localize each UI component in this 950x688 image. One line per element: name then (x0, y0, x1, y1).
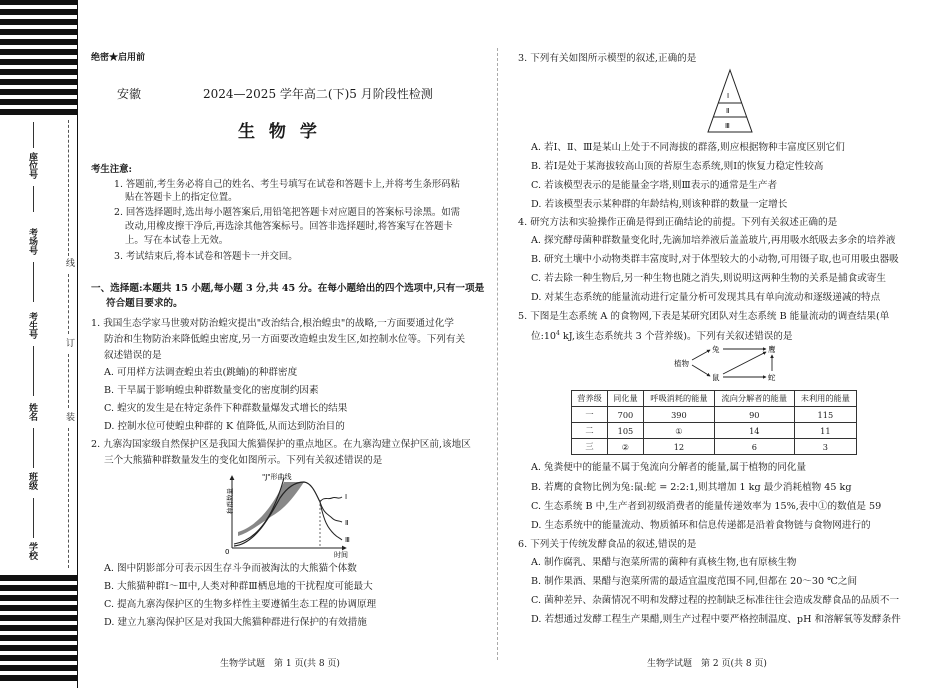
table-header: 同化量 (607, 391, 643, 407)
table-row (572, 423, 857, 439)
table-cell: 6 (714, 439, 794, 455)
notice-line: 1. 答题前,考生务必将自己的姓名、考生号填写在试卷和答题卡上,并将考生条形码粘 (114, 179, 461, 190)
table-header: 未利用的能量 (794, 391, 856, 407)
notice-line: 贴在答题卡上的指定位置。 (125, 192, 238, 203)
q3-option-b: B. 若Ⅰ是处于某海拔较高山顶的苔原生态系统,则Ⅰ的恢复力稳定性较高 (531, 161, 824, 172)
series-1-label: Ⅰ (345, 493, 348, 501)
table-cell: 三 (572, 439, 608, 455)
q2-option-d: D. 建立九寨沟保护区是对我国大熊猫种群进行保护的有效措施 (104, 617, 367, 628)
section-heading: 一、选择题:本题共 15 小题,每小题 3 分,共 45 分。在每小题给出的四个选项中,只有一项是 (91, 283, 485, 294)
write-line (33, 186, 34, 212)
series-3-label: Ⅲ (345, 536, 350, 544)
stripe (0, 69, 78, 75)
table-cell: 700 (607, 407, 643, 423)
pyramid-outline (708, 70, 752, 132)
q4-option-b: B. 研究土壤中小动物类群丰富度时,对于体型较大的小动物,可用镊子取,也可用吸虫器吸 (531, 254, 899, 265)
population-graph (208, 470, 358, 558)
q5-stem (531, 327, 793, 343)
write-line (33, 122, 34, 148)
q6-option-c: C. 菌种差异、杂菌情况不明和发酵过程的控制缺乏标准往往会造成发酵食品的品质不一 (531, 595, 900, 606)
arrow-mouse-hawk (723, 352, 766, 374)
stripe (0, 655, 78, 661)
table-row (572, 407, 857, 423)
node-rabbit: 兔 (712, 345, 720, 354)
write-line (33, 262, 34, 302)
cut-line (68, 120, 69, 256)
exam-title: 2024—2025 学年高二(下)5 月阶段性检测 (203, 87, 433, 101)
cut-line (68, 354, 69, 408)
table-row (572, 439, 857, 455)
table-cell: ① (643, 423, 714, 439)
q2-stem: 三个大熊猫种群数量发生的变化如图所示。下列有关叙述错误的是 (104, 455, 383, 466)
q1-stem: 叙述错误的是 (104, 350, 162, 361)
arrow-plant-rabbit (692, 350, 710, 360)
series-2-label: Ⅱ (345, 519, 349, 527)
q1-option-a: A. 可用样方法调查蝗虫若虫(跳蝻)的种群密度 (104, 367, 298, 378)
x-axis-label: 时间 (334, 551, 348, 558)
cut-line (68, 428, 69, 568)
notice-line: 改动,用橡皮擦干净后,再选涂其他答案标号。回答非选择题时,将答案写在答题卡 (125, 221, 453, 232)
j-curve-label: "J"形曲线 (262, 473, 292, 481)
q1-option-d: D. 控制水位可使蝗虫种群的 K 值降低,从而达到防治目的 (104, 421, 345, 432)
table-header: 流向分解者的能量 (714, 391, 794, 407)
series-1-line (320, 497, 342, 502)
q2-option-b: B. 大熊猫种群Ⅰ～Ⅲ中,人类对种群Ⅲ栖息地的干扰程度可能最大 (104, 581, 373, 592)
table-cell: 390 (643, 407, 714, 423)
q5-option-c: C. 生态系统 B 中,生产者到初级消费者的能量传递效率为 15%,表中①的数值是 59 (531, 501, 882, 512)
y-axis-label: 种群数量 (226, 488, 234, 514)
write-line (33, 428, 34, 468)
section-heading: 符合题目要求的。 (106, 298, 183, 309)
candidate-number-label: 考生号 (27, 312, 37, 339)
pyramid-level-1: Ⅰ (727, 92, 730, 100)
origin-label: 0 (225, 548, 230, 556)
table-cell: 二 (572, 423, 608, 439)
name-label: 姓名 (27, 403, 37, 421)
stripe (0, 595, 78, 601)
stripe (0, 615, 78, 621)
table-header: 呼吸消耗的能量 (643, 391, 714, 407)
table-cell: 14 (714, 423, 794, 439)
stripe (0, 39, 78, 45)
stripe (0, 79, 78, 85)
cut-line (68, 274, 69, 334)
cut-mark-pack: 装 (64, 412, 74, 421)
notice-line: 3. 考试结束后,将本试卷和答题卡一并交回。 (114, 251, 298, 262)
exam-region: 安徽 (117, 87, 142, 101)
q3-option-c: C. 若该模型表示的是能量金字塔,则Ⅲ表示的通常是生产者 (531, 180, 778, 191)
stripe (0, 99, 78, 105)
q5-stem-part: 位:10 (531, 331, 557, 343)
q1-stem: 防治和生物防治来降低蝗虫密度,另一方面要改造蝗虫发生区,如控制水位等。下列有关 (104, 334, 466, 345)
q2-stem: 2. 九寨沟国家级自然保护区是我国大熊猫保护的重点地区。在九寨沟建立保护区前,该地区 (91, 439, 471, 450)
q3-stem: 3. 下列有关如图所示模型的叙述,正确的是 (518, 53, 697, 64)
q4-option-c: C. 若去除一种生物后,另一种生物也随之消失,则说明这两种生物的关系是捕食或寄生 (531, 273, 886, 284)
school-label: 学校 (27, 542, 37, 560)
stripe (0, 9, 78, 15)
table-cell: 105 (607, 423, 643, 439)
stripe (0, 575, 78, 581)
stripe (0, 109, 78, 115)
stripe (0, 59, 78, 65)
stripe (0, 635, 78, 641)
series-2-line (320, 502, 342, 522)
q4-stem: 4. 研究方法和实验操作正确是得到正确结论的前提。下列有关叙述正确的是 (518, 217, 838, 228)
q5-option-b: B. 若鹰的食物比例为兔:鼠:蛇 = 2:2:1,则其增加 1 kg 最少消耗植物 45 kg (531, 482, 852, 493)
page-footer-right: 生物学试题 第 2 页(共 8 页) (647, 659, 767, 669)
stripe (0, 625, 78, 631)
stripe (0, 585, 78, 591)
q6-option-d: D. 若想通过发酵工程生产果醋,则生产过程中要严格控制温度、pH 和溶解氧等发酵条件 (531, 614, 901, 625)
node-mouse: 鼠 (712, 373, 720, 382)
q3-option-d: D. 若该模型表示某种群的年龄结构,则该种群的数量一定增长 (531, 199, 788, 210)
q5-option-d: D. 生态系统中的能量流动、物质循环和信息传递都是沿着食物链与食物网进行的 (531, 520, 871, 531)
q4-option-a: A. 探究酵母菌种群数量变化时,先滴加培养液后盖盖玻片,再用吸水纸吸去多余的培养液 (531, 235, 896, 246)
table-header-row (572, 391, 857, 407)
exam-room-label: 考场号 (27, 228, 37, 255)
cut-mark-bind: 订 (64, 338, 74, 347)
q6-stem: 6. 下列关于传统发酵食品的叙述,错误的是 (518, 539, 697, 550)
page-footer-left: 生物学试题 第 1 页(共 8 页) (220, 659, 340, 669)
q4-option-d: D. 对某生态系统的能量流动进行定量分析可发现其具有单向流动和逐级递减的特点 (531, 292, 881, 303)
stripe (0, 665, 78, 671)
node-hawk: 鹰 (768, 345, 776, 354)
table-cell: 12 (643, 439, 714, 455)
q3-option-a: A. 若Ⅰ、Ⅱ、Ⅲ是某山上处于不同海拔的群落,则应根据物种丰富度区别它们 (531, 142, 845, 153)
q6-option-b: B. 制作果酒、果醋与泡菜所需的最适宜温度范围不同,但都在 20～30 ℃之间 (531, 576, 858, 587)
stripe (0, 675, 78, 681)
q5-stem-superscript: 4 (556, 330, 560, 337)
stripe (0, 605, 78, 611)
notice-line: 上。写在本试卷上无效。 (125, 235, 229, 246)
q2-option-c: C. 提高九寨沟保护区的生物多样性主要遵循生态工程的协调原理 (104, 599, 377, 610)
subject-title: 生 物 学 (238, 122, 321, 142)
node-snake: 蛇 (768, 373, 776, 382)
stripe (0, 19, 78, 25)
seat-number-label: 座位号 (27, 152, 37, 179)
table-cell: 90 (714, 407, 794, 423)
stripe (0, 645, 78, 651)
pyramid-level-2: Ⅱ (726, 107, 730, 115)
population-curve (234, 482, 320, 546)
q5-stem-part: kJ,该生态系统共 3 个营养级)。下列有关叙述错误的是 (559, 331, 793, 343)
cut-mark-line: 线 (64, 258, 74, 267)
q2-option-a: A. 图中阴影部分可表示因生存斗争而被淘汰的大熊猫个体数 (104, 563, 357, 574)
notice-line: 2. 回答选择题时,选出每小题答案后,用铅笔把答题卡对应题目的答案标号涂黑。如需 (114, 207, 461, 218)
q6-option-a: A. 制作腐乳、果醋与泡菜所需的菌种有真核生物,也有原核生物 (531, 557, 797, 568)
food-web-diagram (672, 342, 788, 384)
energy-table (571, 390, 857, 455)
arrow-plant-mouse (692, 365, 710, 376)
table-cell: 11 (794, 423, 856, 439)
q1-option-b: B. 干旱属于影响蝗虫种群数量变化的密度制约因素 (104, 385, 319, 396)
table-cell: 3 (794, 439, 856, 455)
stripe (0, 49, 78, 55)
stripe (0, 89, 78, 95)
binding-border (77, 0, 78, 688)
confidential-mark: 绝密★启用前 (91, 53, 146, 63)
stripe (0, 0, 78, 5)
stripe (0, 29, 78, 35)
notice-title: 考生注意: (91, 164, 132, 175)
pyramid-model (706, 68, 754, 134)
page-divider (497, 48, 498, 660)
write-line (33, 498, 34, 538)
table-cell: 一 (572, 407, 608, 423)
pyramid-level-3: Ⅲ (725, 122, 730, 130)
q5-stem: 5. 下图是生态系统 A 的食物网,下表是某研究团队对生态系统 B 能量流动的调查结果(单 (518, 311, 890, 322)
node-plant: 植物 (674, 359, 689, 368)
write-line (33, 346, 34, 396)
table-header: 营养级 (572, 391, 608, 407)
table-cell: 115 (794, 407, 856, 423)
class-label: 班级 (27, 472, 37, 490)
table-cell: ② (607, 439, 643, 455)
q5-option-a: A. 兔粪便中的能量不属于兔流向分解者的能量,属于植物的同化量 (531, 462, 807, 473)
q1-option-c: C. 蝗灾的发生是在特定条件下种群数量爆发式增长的结果 (104, 403, 348, 414)
q1-stem: 1. 我国生态学家马世骏对防治蝗灾提出"改治结合,根治蝗虫"的战略,一方面要通过化学 (91, 318, 454, 329)
